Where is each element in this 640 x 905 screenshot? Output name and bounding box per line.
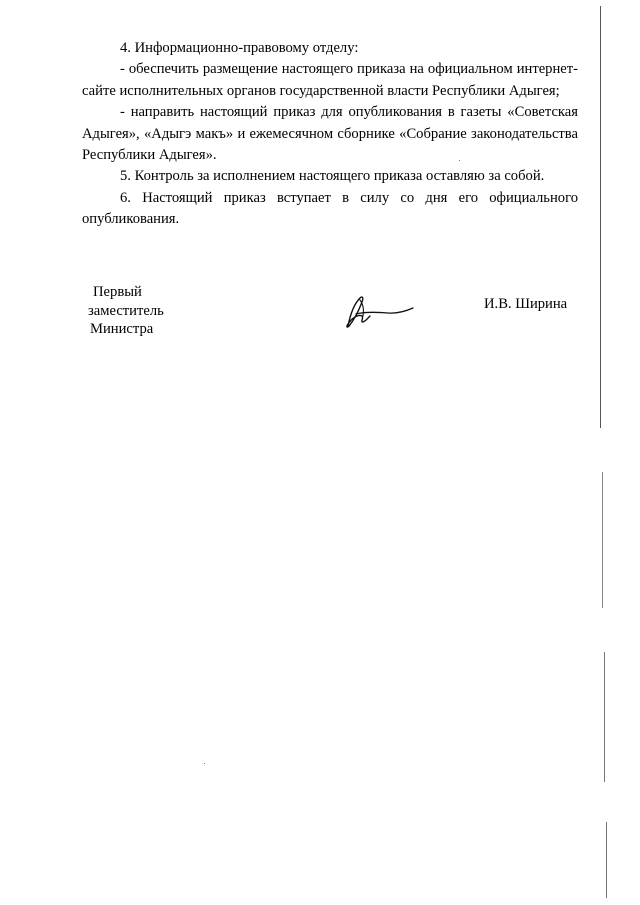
paragraph-item-6: 6. Настоящий приказ вступает в силу со дня его официального опубликования.: [82, 189, 578, 228]
signatory-title: [88, 283, 164, 339]
paragraph-publish-newspapers: - направить настоящий приказ для опубликования в газеты «Советская Адыгея», «Адыгэ макъ» и ежемесячном сборнике «Собрание законодательства Республики Адыгея».: [82, 104, 578, 164]
signatory-title-line-1: Первый: [93, 284, 142, 300]
scan-speck: [459, 160, 460, 161]
paragraph-item-4: 4. Информационно-правовому отделу:: [120, 40, 359, 56]
handwritten-signature: [342, 294, 416, 330]
signatory-title-line-3: Министра: [90, 321, 154, 338]
paragraph-item-5: 5. Контроль за исполнением настоящего приказа оставляю за собой.: [120, 168, 545, 185]
signatory-title-line-2: заместитель: [88, 302, 164, 319]
signatory-name: И.В. Ширина: [484, 296, 568, 312]
document-body: [82, 38, 578, 231]
scan-speck: [204, 763, 205, 764]
scan-edge-mark: [602, 472, 603, 608]
scan-edge-mark: [606, 822, 607, 898]
scan-edge-mark: [604, 652, 605, 782]
scan-edge-mark: [600, 6, 601, 428]
paragraph-publish-website: - обеспечить размещение настоящего приказа на официальном интернет-сайте исполнительных органов государственной власти Республики Адыгея;: [82, 61, 578, 99]
